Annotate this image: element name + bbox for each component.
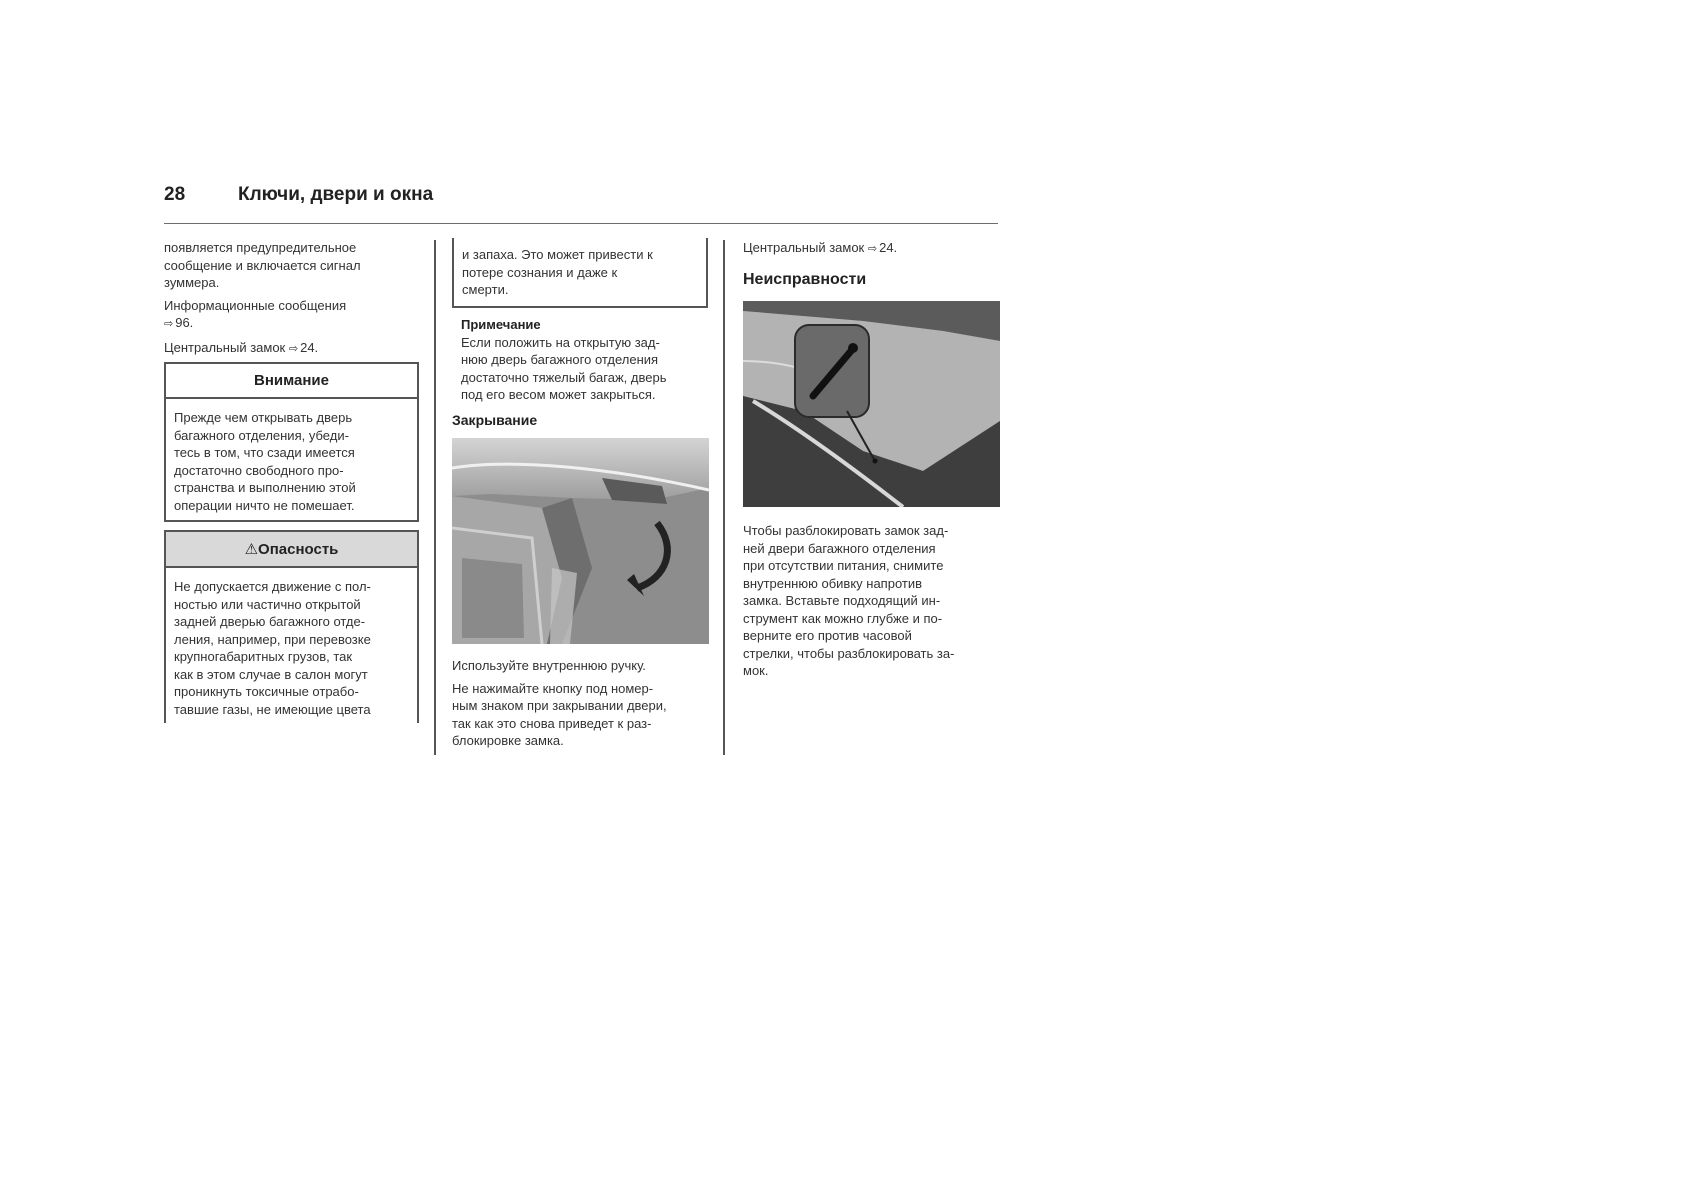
text-line: и запаха. Это может привести к <box>462 247 653 262</box>
text-line: задней дверью багажного отде- <box>174 614 366 629</box>
text-line: ным знаком при закрывании двери, <box>452 698 667 713</box>
text-line: Информационные сообщения <box>164 297 347 313</box>
text-line: потере сознания и даже к <box>462 264 618 280</box>
text-line: операции ничто не помешает. <box>174 497 355 513</box>
tailgate-closing-image <box>452 438 709 644</box>
cross-reference[interactable] <box>743 239 897 259</box>
text-line: как в этом случае в салон могут <box>174 666 368 682</box>
note-block <box>461 316 716 404</box>
arrow-right-icon: ⇨ <box>288 342 299 355</box>
column-1-intro <box>164 239 414 358</box>
text-line: Не нажимайте кнопку под номер- <box>452 680 654 696</box>
text-line: крупногабаритных грузов, так <box>174 649 353 664</box>
text-line: при отсутствии питания, снимите <box>743 558 944 573</box>
text-line: сообщение и включается сигнал <box>164 257 361 273</box>
text-line: тесь в том, что сзади имеется <box>174 445 355 460</box>
warning-body <box>166 399 417 520</box>
arrow-right-icon: ⇨ <box>867 243 878 255</box>
header-rule <box>164 223 998 224</box>
text-line: ностью или частично открытой <box>174 596 361 612</box>
danger-title: Опасность <box>258 541 339 558</box>
warning-title: Внимание <box>166 364 417 399</box>
text-line: внутреннюю обивку напротив <box>743 575 923 591</box>
text-line: зуммера. <box>164 275 220 290</box>
closing-heading: Закрывание <box>452 412 538 428</box>
danger-box <box>164 530 419 723</box>
warning-triangle-icon: ⚠ <box>244 541 259 558</box>
warning-box <box>164 362 419 522</box>
page-title: Ключи, двери и окна <box>238 184 434 205</box>
danger-title-bar <box>166 532 417 568</box>
cross-reference[interactable] <box>164 339 414 359</box>
text-line: нюю дверь багажного отделения <box>461 352 659 367</box>
text-line: странства и выполнению этой <box>174 480 356 495</box>
text-line: струмент как можно глубже и по- <box>743 610 943 626</box>
column-separator <box>434 240 436 755</box>
ref-page: 96. <box>175 315 194 330</box>
arrow-right-icon: ⇨ <box>164 318 174 330</box>
ref-page: 24. <box>300 339 319 355</box>
text-line: достаточно свободного про- <box>174 462 344 478</box>
text-line: верните его против часовой <box>743 628 912 643</box>
ref-text: Центральный замок <box>743 240 865 255</box>
danger-body <box>166 568 417 724</box>
note-title: Примечание <box>461 317 541 332</box>
text-line: Прежде чем открывать дверь <box>174 410 353 425</box>
text-line: ней двери багажного отделения <box>743 540 936 556</box>
text-line: появляется предупредительное <box>164 240 357 255</box>
cross-reference[interactable] <box>164 314 414 334</box>
text-line: тавшие газы, не имеющие цвета <box>174 701 371 717</box>
malfunctions-text <box>743 522 1003 680</box>
closing-instructions <box>452 657 712 750</box>
text-line: достаточно тяжелый багаж, дверь <box>461 369 667 385</box>
page-number: 28 <box>164 184 186 205</box>
text-line: багажного отделения, убеди- <box>174 427 349 443</box>
text-line: Не допускается движение с пол- <box>174 579 371 594</box>
tailgate-closing-illustration <box>452 438 709 644</box>
emergency-unlock-image <box>743 301 1000 507</box>
text-line: стрелки, чтобы разблокировать за- <box>743 645 955 661</box>
text-line: Если положить на открытую зад- <box>461 334 660 350</box>
text-line: так как это снова приведет к раз- <box>452 715 652 731</box>
text-line: ления, например, при перевозке <box>174 631 371 647</box>
text-line: Чтобы разблокировать замок зад- <box>743 523 949 538</box>
emergency-unlock-illustration <box>743 301 1000 507</box>
text-line: Используйте внутреннюю ручку. <box>452 658 646 673</box>
text-line: проникнуть токсичные отрабо- <box>174 684 359 699</box>
ref-page: 24. <box>879 240 898 255</box>
column-separator <box>723 240 725 755</box>
text-line: смерти. <box>462 282 509 297</box>
danger-box-continued <box>452 238 708 308</box>
ref-text: Центральный замок <box>164 339 286 355</box>
text-line: блокировке замка. <box>452 733 564 748</box>
text-line: под его весом может закрыться. <box>461 387 656 402</box>
text-line: мок. <box>743 663 769 678</box>
malfunctions-heading: Неисправности <box>743 271 867 288</box>
text-line: замка. Вставьте подходящий ин- <box>743 593 941 608</box>
